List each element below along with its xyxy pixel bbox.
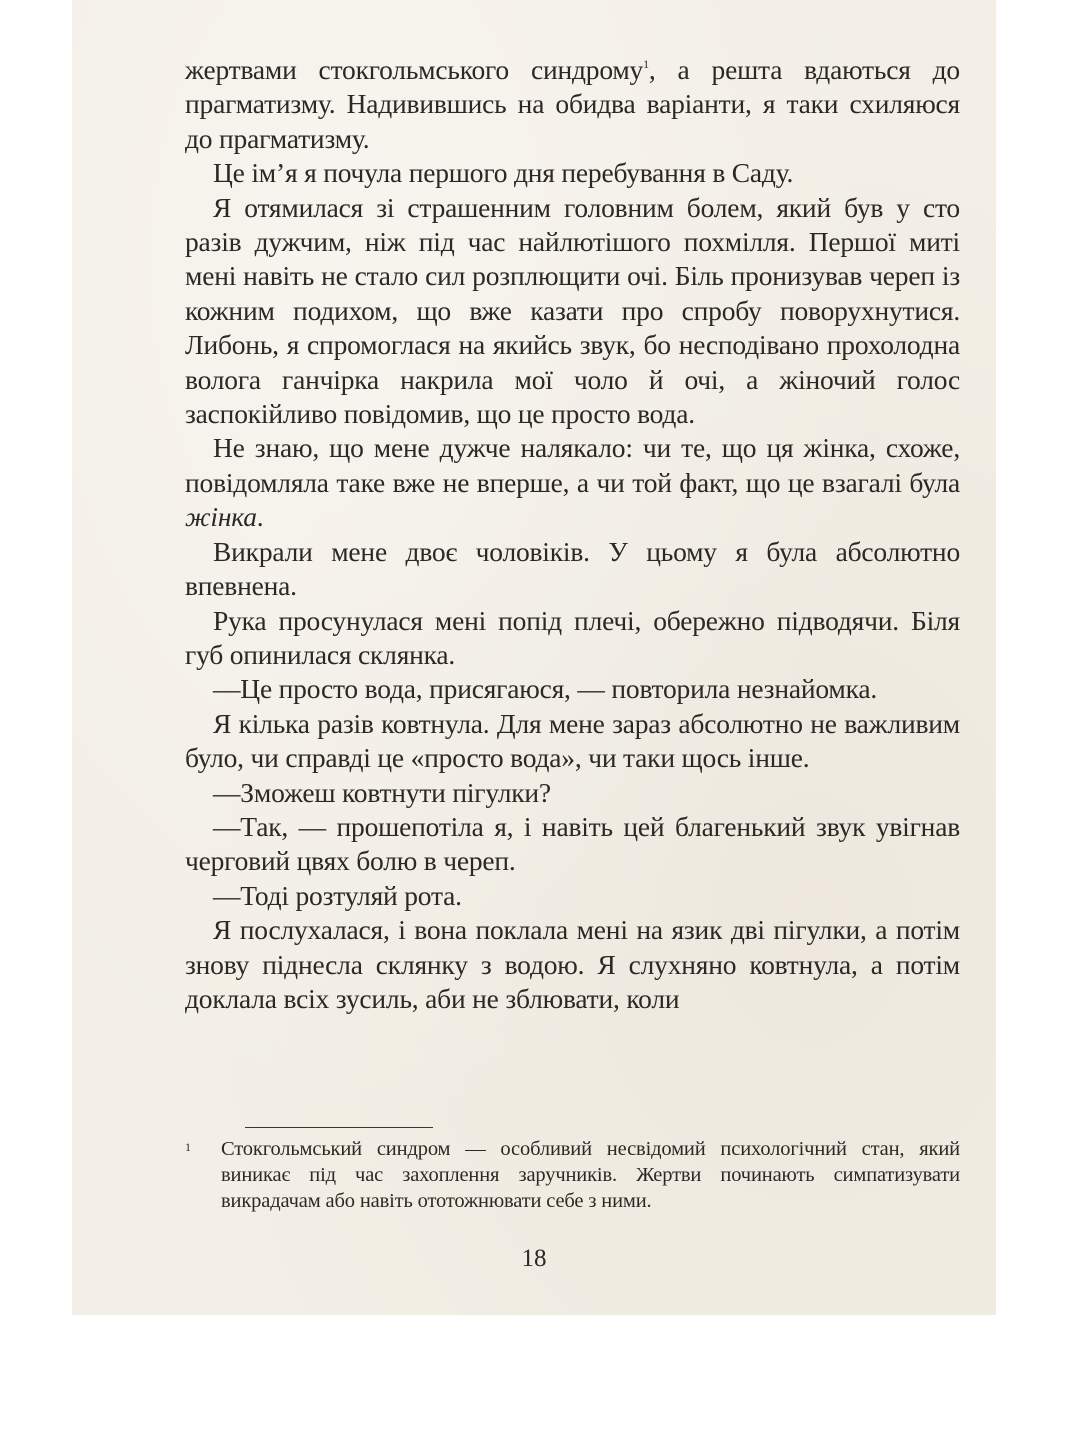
paragraph-text: Не знаю, що мене дужче налякало: чи те, що ця жінка, схоже, повідомляла таке вже не вперше, а чи той факт, що це взагалі була — [185, 432, 960, 498]
paragraph: Рука просунулася мені попід плечі, обережно підводячи. Біля губ опинилася склянка. — [185, 604, 960, 670]
paragraph — [185, 431, 960, 534]
paragraph-text: . — [256, 501, 264, 533]
paragraph-text: , а решта вдаються до прагматизму. Надивившись на обидва варіанти, я таки схиляюся до прагматизму. — [185, 54, 960, 154]
dialogue-line: —Тоді розтуляй рота. — [213, 879, 462, 911]
footnote-marker: 1 — [185, 1140, 191, 1154]
footnote-text: Стокгольмський синдром — особливий несвідомий психологічний стан, який виникає під час захоплення заручників. Жертви починають симпатизувати викрадачам або навіть ототожнювати себе з ними. — [221, 1138, 960, 1212]
paragraph: Я кілька разів ковтнула. Для мене зараз абсолютно не важливим було, чи справді це «просто вода», чи таки щось інше. — [185, 707, 960, 774]
page-number: 18 — [521, 1245, 547, 1272]
paragraph: Викрали мене двоє чоловіків. У цьому я була абсолютно впевнена. — [185, 535, 960, 602]
paragraph: Це ім’я я почула першого дня перебування в Саду. — [213, 157, 794, 189]
paragraph: Я послухалася, і вона поклала мені на язик дві пігулки, а потім знову піднесла склянку з водою. Я слухняно ковтнула, а потім доклала всіх зусиль, аби не зблювати, коли — [185, 914, 960, 1014]
dialogue-line: —Так, — прошепотіла я, і навіть цей благенький звук увігнав черговий цвях болю в череп. — [185, 810, 960, 877]
dialogue-line: —Зможеш ковтнути пігулки? — [213, 776, 551, 808]
book-page — [72, 0, 996, 1315]
emphasized-word: жінка — [185, 501, 257, 533]
footnote — [185, 1137, 960, 1214]
paragraph: Я отямилася зі страшенним головним болем, який був у сто разів дужчим, ніж під час найлютішого похмілля. Першої миті мені навіть не стало сил розплющити очі. Біль пронизував череп із кожним подихом, що вже казати про спробу поворухнутися. Либонь, я спромоглася на якийсь звук, бо несподівано прохолодна волога ганчірка накрила мої чоло й очі, а жіночий голос заспокійливо повідомив, що це просто вода. — [185, 191, 960, 430]
paragraph-continuation — [185, 53, 960, 156]
footnote-divider — [245, 1127, 433, 1128]
dialogue-line: —Це просто вода, присягаюся, — повторила незнайомка. — [213, 673, 878, 705]
footnote-reference: 1 — [643, 57, 649, 71]
paragraph-text: жертвами стокгольмського синдрому — [185, 54, 644, 85]
body-text — [185, 53, 960, 1016]
